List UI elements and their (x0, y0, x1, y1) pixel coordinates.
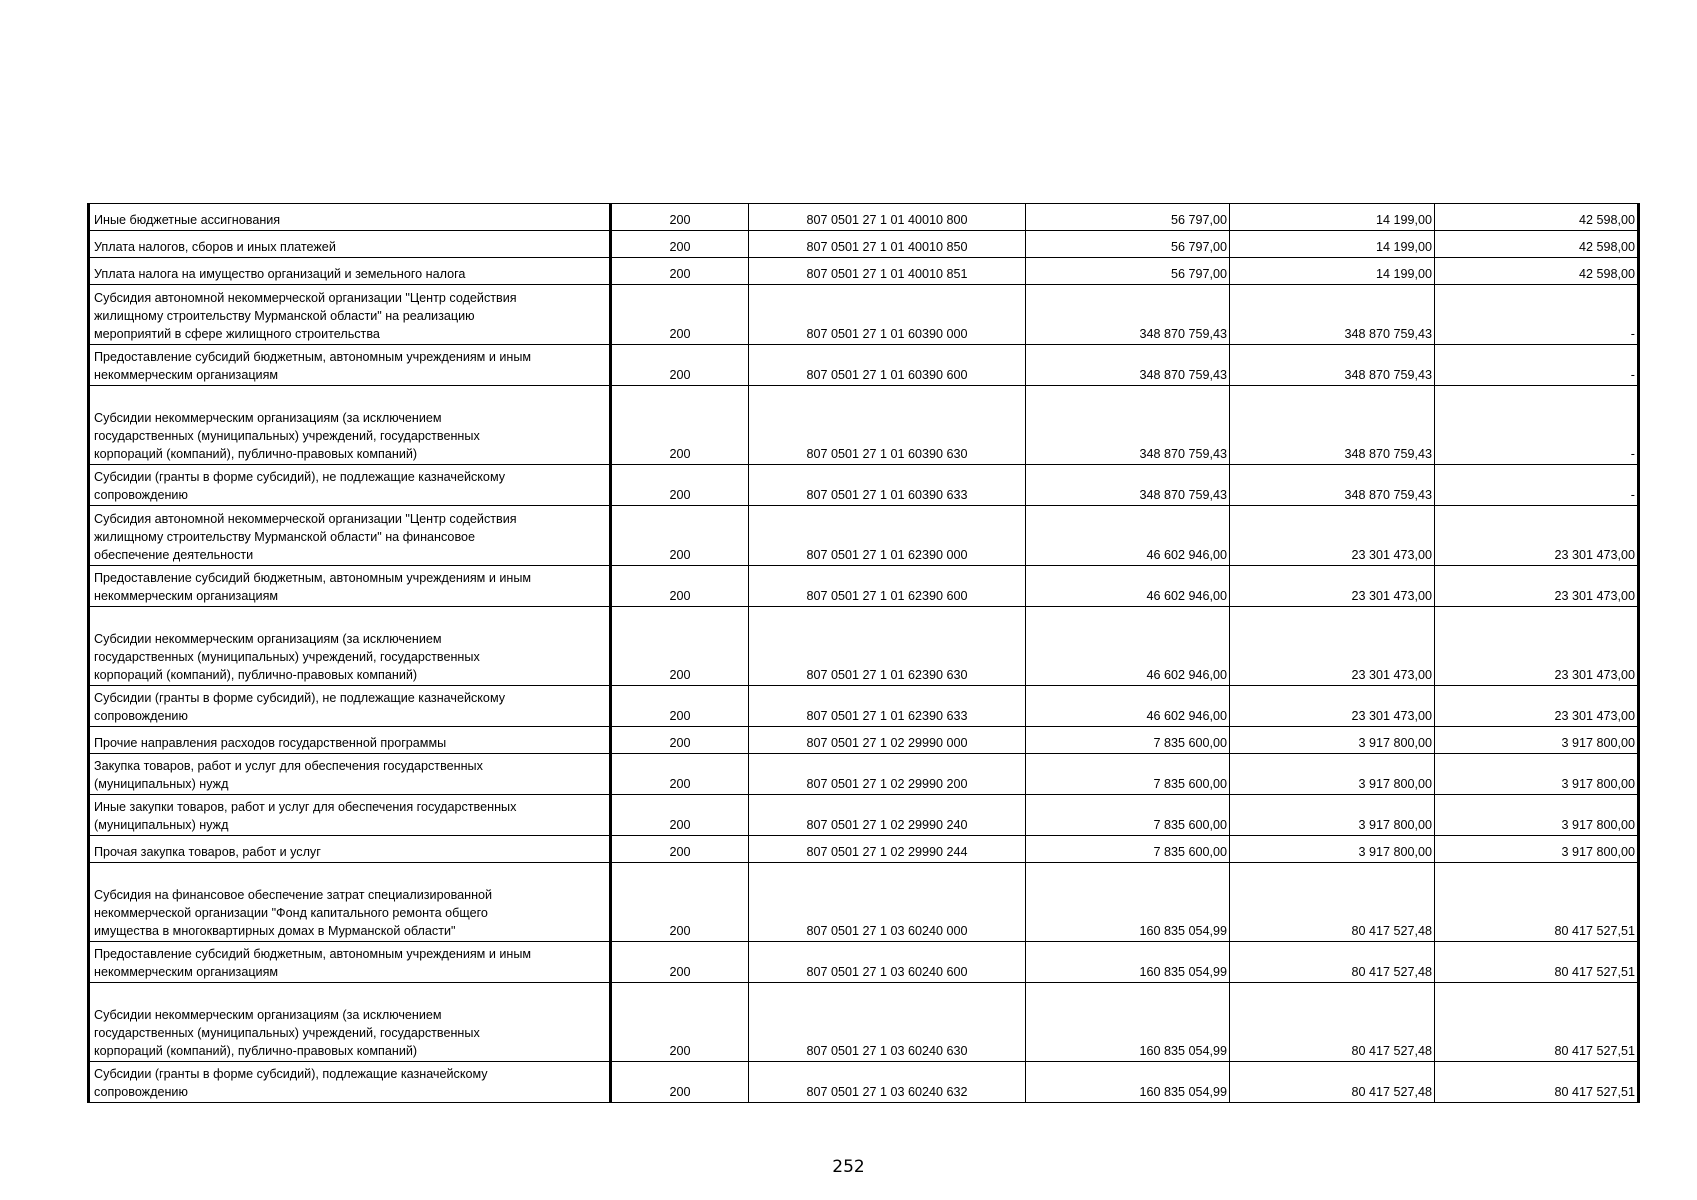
row-unexecuted-amount: 3 917 800,00 (1435, 836, 1639, 863)
row-name: Субсидии (гранты в форме субсидий), не подлежащие казначейскому сопровождению (89, 686, 611, 727)
budget-table-body (89, 204, 1639, 1103)
row-unexecuted-amount: 80 417 527,51 (1435, 983, 1639, 1062)
row-budget-classification-code: 807 0501 27 1 01 60390 000 (749, 285, 1026, 345)
row-name: Субсидии некоммерческим организациям (за исключением государственных (муниципальных) учреждений, государственных корпораций (компаний), публично-правовых компаний) (89, 607, 611, 686)
row-executed-amount: 80 417 527,48 (1230, 1062, 1435, 1103)
row-budget-classification-code: 807 0501 27 1 03 60240 632 (749, 1062, 1026, 1103)
row-approved-amount: 7 835 600,00 (1026, 836, 1230, 863)
budget-table (87, 203, 1640, 1103)
page-number: 252 (832, 1157, 865, 1177)
row-budget-classification-code: 807 0501 27 1 01 62390 600 (749, 566, 1026, 607)
row-name: Субсидия автономной некоммерческой организации "Центр содействия жилищному строительству Мурманской области" на реализацию мероприятий в сфере жилищного строительства (89, 285, 611, 345)
row-line-code: 200 (611, 285, 749, 345)
row-unexecuted-amount: 23 301 473,00 (1435, 686, 1639, 727)
row-budget-classification-code: 807 0501 27 1 01 40010 800 (749, 204, 1026, 231)
row-unexecuted-amount: 23 301 473,00 (1435, 506, 1639, 566)
row-line-code: 200 (611, 863, 749, 942)
table-row (89, 258, 1639, 285)
row-executed-amount: 80 417 527,48 (1230, 942, 1435, 983)
row-approved-amount: 46 602 946,00 (1026, 506, 1230, 566)
row-unexecuted-amount: 42 598,00 (1435, 231, 1639, 258)
table-row (89, 836, 1639, 863)
row-budget-classification-code: 807 0501 27 1 01 62390 633 (749, 686, 1026, 727)
row-approved-amount: 56 797,00 (1026, 231, 1230, 258)
row-name: Предоставление субсидий бюджетным, автономным учреждениям и иным некоммерческим организациям (89, 942, 611, 983)
row-budget-classification-code: 807 0501 27 1 02 29990 244 (749, 836, 1026, 863)
row-name: Иные закупки товаров, работ и услуг для обеспечения государственных (муниципальных) нужд (89, 795, 611, 836)
row-unexecuted-amount: 3 917 800,00 (1435, 727, 1639, 754)
table-row (89, 566, 1639, 607)
table-row (89, 727, 1639, 754)
row-line-code: 200 (611, 942, 749, 983)
row-budget-classification-code: 807 0501 27 1 01 60390 600 (749, 345, 1026, 386)
table-row (89, 983, 1639, 1062)
row-executed-amount: 14 199,00 (1230, 204, 1435, 231)
row-name: Субсидии некоммерческим организациям (за исключением государственных (муниципальных) учреждений, государственных корпораций (компаний), публично-правовых компаний) (89, 983, 611, 1062)
row-unexecuted-amount: 3 917 800,00 (1435, 754, 1639, 795)
row-executed-amount: 3 917 800,00 (1230, 795, 1435, 836)
row-budget-classification-code: 807 0501 27 1 02 29990 200 (749, 754, 1026, 795)
row-name: Уплата налогов, сборов и иных платежей (89, 231, 611, 258)
row-name: Субсидия автономной некоммерческой организации "Центр содействия жилищному строительству Мурманской области" на финансовое обеспечение деятельности (89, 506, 611, 566)
table-row (89, 506, 1639, 566)
row-line-code: 200 (611, 1062, 749, 1103)
row-unexecuted-amount: 80 417 527,51 (1435, 1062, 1639, 1103)
row-budget-classification-code: 807 0501 27 1 02 29990 240 (749, 795, 1026, 836)
row-name: Субсидия на финансовое обеспечение затрат специализированной некоммерческой организации "Фонд капитального ремонта общего имущества в многоквартирных домах в Мурманской области" (89, 863, 611, 942)
row-budget-classification-code: 807 0501 27 1 01 60390 633 (749, 465, 1026, 506)
table-row (89, 754, 1639, 795)
row-executed-amount: 348 870 759,43 (1230, 386, 1435, 465)
row-executed-amount: 348 870 759,43 (1230, 345, 1435, 386)
table-row (89, 345, 1639, 386)
row-executed-amount: 3 917 800,00 (1230, 836, 1435, 863)
row-line-code: 200 (611, 607, 749, 686)
table-row (89, 285, 1639, 345)
table-row (89, 1062, 1639, 1103)
row-approved-amount: 160 835 054,99 (1026, 942, 1230, 983)
row-approved-amount: 46 602 946,00 (1026, 686, 1230, 727)
row-approved-amount: 348 870 759,43 (1026, 285, 1230, 345)
row-name: Предоставление субсидий бюджетным, автономным учреждениям и иным некоммерческим организациям (89, 566, 611, 607)
row-name: Прочие направления расходов государственной программы (89, 727, 611, 754)
row-budget-classification-code: 807 0501 27 1 03 60240 600 (749, 942, 1026, 983)
row-executed-amount: 348 870 759,43 (1230, 465, 1435, 506)
row-name: Уплата налога на имущество организаций и земельного налога (89, 258, 611, 285)
row-line-code: 200 (611, 983, 749, 1062)
row-budget-classification-code: 807 0501 27 1 03 60240 630 (749, 983, 1026, 1062)
row-name: Предоставление субсидий бюджетным, автономным учреждениям и иным некоммерческим организациям (89, 345, 611, 386)
row-line-code: 200 (611, 754, 749, 795)
row-approved-amount: 46 602 946,00 (1026, 607, 1230, 686)
row-budget-classification-code: 807 0501 27 1 01 62390 630 (749, 607, 1026, 686)
row-executed-amount: 14 199,00 (1230, 258, 1435, 285)
table-row (89, 386, 1639, 465)
row-line-code: 200 (611, 204, 749, 231)
row-executed-amount: 23 301 473,00 (1230, 566, 1435, 607)
row-line-code: 200 (611, 566, 749, 607)
row-name: Прочая закупка товаров, работ и услуг (89, 836, 611, 863)
row-approved-amount: 56 797,00 (1026, 204, 1230, 231)
row-executed-amount: 348 870 759,43 (1230, 285, 1435, 345)
table-row (89, 863, 1639, 942)
row-unexecuted-amount: 42 598,00 (1435, 258, 1639, 285)
row-line-code: 200 (611, 231, 749, 258)
row-unexecuted-amount: 23 301 473,00 (1435, 607, 1639, 686)
row-line-code: 200 (611, 506, 749, 566)
row-unexecuted-amount: 80 417 527,51 (1435, 942, 1639, 983)
row-executed-amount: 23 301 473,00 (1230, 506, 1435, 566)
row-budget-classification-code: 807 0501 27 1 01 40010 850 (749, 231, 1026, 258)
row-line-code: 200 (611, 258, 749, 285)
row-budget-classification-code: 807 0501 27 1 01 60390 630 (749, 386, 1026, 465)
row-budget-classification-code: 807 0501 27 1 03 60240 000 (749, 863, 1026, 942)
row-unexecuted-amount: - (1435, 465, 1639, 506)
table-row (89, 607, 1639, 686)
row-approved-amount: 46 602 946,00 (1026, 566, 1230, 607)
row-name: Закупка товаров, работ и услуг для обеспечения государственных (муниципальных) нужд (89, 754, 611, 795)
row-approved-amount: 348 870 759,43 (1026, 386, 1230, 465)
row-approved-amount: 348 870 759,43 (1026, 465, 1230, 506)
row-name: Субсидии некоммерческим организациям (за исключением государственных (муниципальных) учреждений, государственных корпораций (компаний), публично-правовых компаний) (89, 386, 611, 465)
row-budget-classification-code: 807 0501 27 1 01 62390 000 (749, 506, 1026, 566)
row-approved-amount: 160 835 054,99 (1026, 983, 1230, 1062)
row-unexecuted-amount: - (1435, 345, 1639, 386)
row-executed-amount: 3 917 800,00 (1230, 727, 1435, 754)
row-unexecuted-amount: 23 301 473,00 (1435, 566, 1639, 607)
row-line-code: 200 (611, 386, 749, 465)
row-unexecuted-amount: 42 598,00 (1435, 204, 1639, 231)
row-line-code: 200 (611, 465, 749, 506)
row-executed-amount: 3 917 800,00 (1230, 754, 1435, 795)
row-unexecuted-amount: - (1435, 386, 1639, 465)
row-name: Иные бюджетные ассигнования (89, 204, 611, 231)
row-name: Субсидии (гранты в форме субсидий), не подлежащие казначейскому сопровождению (89, 465, 611, 506)
row-executed-amount: 80 417 527,48 (1230, 863, 1435, 942)
row-executed-amount: 14 199,00 (1230, 231, 1435, 258)
table-row (89, 942, 1639, 983)
row-approved-amount: 348 870 759,43 (1026, 345, 1230, 386)
row-line-code: 200 (611, 727, 749, 754)
row-executed-amount: 80 417 527,48 (1230, 983, 1435, 1062)
table-row (89, 795, 1639, 836)
row-line-code: 200 (611, 836, 749, 863)
row-approved-amount: 7 835 600,00 (1026, 795, 1230, 836)
table-row (89, 204, 1639, 231)
table-row (89, 686, 1639, 727)
row-line-code: 200 (611, 345, 749, 386)
row-line-code: 200 (611, 795, 749, 836)
table-row (89, 465, 1639, 506)
row-executed-amount: 23 301 473,00 (1230, 607, 1435, 686)
row-approved-amount: 160 835 054,99 (1026, 1062, 1230, 1103)
row-executed-amount: 23 301 473,00 (1230, 686, 1435, 727)
table-row (89, 231, 1639, 258)
row-name: Субсидии (гранты в форме субсидий), подлежащие казначейскому сопровождению (89, 1062, 611, 1103)
row-budget-classification-code: 807 0501 27 1 02 29990 000 (749, 727, 1026, 754)
row-line-code: 200 (611, 686, 749, 727)
row-approved-amount: 160 835 054,99 (1026, 863, 1230, 942)
row-unexecuted-amount: - (1435, 285, 1639, 345)
row-budget-classification-code: 807 0501 27 1 01 40010 851 (749, 258, 1026, 285)
row-approved-amount: 7 835 600,00 (1026, 754, 1230, 795)
row-unexecuted-amount: 3 917 800,00 (1435, 795, 1639, 836)
row-approved-amount: 7 835 600,00 (1026, 727, 1230, 754)
row-unexecuted-amount: 80 417 527,51 (1435, 863, 1639, 942)
row-approved-amount: 56 797,00 (1026, 258, 1230, 285)
